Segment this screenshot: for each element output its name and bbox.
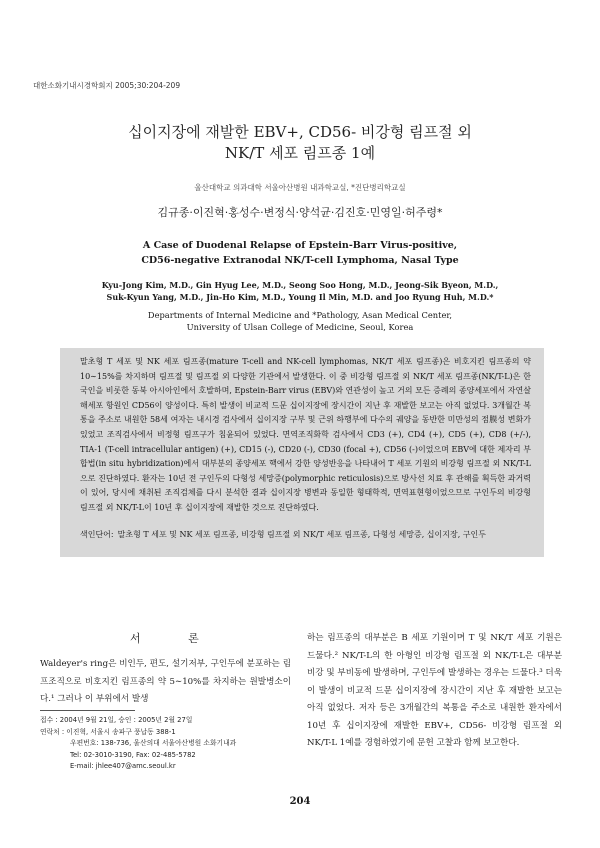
left-column-body: Waldeyer's ring은 비인두, 편도, 설기저부, 구인두에 분포하는 림프조직으로 비호지킨 림프종의 약 5∼10%를 차지하는 원발병소이다.¹ 그러나 이 부위에서 발생 [40, 659, 291, 704]
authors-en [70, 279, 530, 303]
dept-en-line2: University of Ulsan College of Medicine, Seoul, Korea [186, 322, 414, 332]
title-en [60, 238, 540, 268]
keywords [80, 528, 531, 541]
title-ko-line2: NK/T 세포 림프종 1예 [224, 144, 376, 162]
authors-en-line2: Suk-Kyun Yang, M.D., Jin-Ho Kim, M.D., Young Il Min, M.D. and Joo Ryung Huh, M.D.* [106, 292, 494, 302]
journal-header: 대한소화기내시경학회지 2005;30:204-209 [33, 81, 181, 90]
keywords-text: 말초형 T 세포 및 NK 세포 림프종, 비강형 림프절 외 NK/T 세포 림프종, 다형성 세망증, 십이지장, 구인두 [117, 530, 486, 539]
abstract-text: 말초형 T 세포 및 NK 세포 림프종(mature T-cell and NK-cell lymphomas, NK/T 세포 림프종)은 비호지킨 림프종의 약 10∼15%를 차지하며 림프절 및 림프절 외 다양한 기관에서 발생한다. 이 중 비강형 림프절 외 NK/T 세포 림프종(NK/T-L)은 한국인을 비롯한 동북 아시아인에서 호발하며, Epstein-Barr virus (EBV)와 연관성이 높고 거의 모든 증례의 종양세포에서 자연살해세포 항원인 CD56이 양성이다. 특히 발생이 비교적 드문 십이지장에 장시간이 지난 후 재발한 보고는 아직 없었다. 3개월간 복통을 주소로 내원한 58세 여자는 내시경 검사에서 십이지장 구부 및 근위 하행부에 다수의 궤양을 동반한 미만성의 점膜성 변화가 있었고 조직검사에서 비정형 림프구가 침윤되어 있었다. 면역조직화학 검사에서 CD3 (+), CD4 (+), CD5 (+), CD8 (+/-), TIA-1 (T-cell intracellular antigen) (+), CD15 (-), CD20 (-), CD30 (focal +), CD56 (-)이었으며 EBV에 대한 제자리 부합법(in situ hybridization)에서 대부분의 종양세포 핵에서 강한 양성반응을 나타내어 T 세포 기원의 비강형 림프절 외 NK/T-L으로 진단하였다. 환자는 10년 전 구인두의 다형성 세망증(polymorphic reticulosis)으로 방사선 치료 후 관해를 획득한 과거력이 있어, 당시에 채취된 조직검체를 다시 분석한 결과 십이지장 병변과 동일한 형태학적, 면역표현형이었으므로 구인두의 비강형 림프절 외 NK/T-L이 10년 후 십이지장에 재발한 것으로 진단하였다. [80, 357, 531, 512]
title-en-line1: A Case of Duodenal Relapse of Epstein-Barr Virus-positive, [142, 240, 458, 251]
footnote-dates: 접수 : 2004년 9월 21일, 승인 : 2005년 2월 27일 [40, 716, 193, 724]
section-heading: 서 론 [130, 632, 221, 645]
footnote-phone: Tel: 02-3010-3190, Fax: 02-485-5782 [70, 750, 196, 759]
title-ko [60, 122, 540, 164]
footnote-postal: 우편번호: 138-736, 울산의대 서울아산병원 소화기내과 [70, 739, 237, 747]
authors-en-line1: Kyu-Jong Kim, M.D., Gin Hyug Lee, M.D., Seong Soo Hong, M.D., Jeong-Sik Byeon, M.D., [101, 280, 499, 290]
authors-ko: 김규종·이진혁·홍성수·변정식·양석균·김진호·민영일·허주령* [157, 206, 443, 219]
footnote-divider [40, 710, 135, 711]
departments-en [60, 309, 540, 333]
right-column-body: 하는 림프종의 대부분은 B 세포 기원이며 T 및 NK/T 세포 기원은 드물다.² NK/T-L의 한 아형인 비강형 림프절 외 NK/T-L은 대부분 비강 및 부비동에 발생하며, 구인두에 발생하는 경우는 드물다.³ 더욱이 발생이 비교적 드문 십이지장에 장시간이 지난 후 재발한 보고는 아직 없었다. 저자 등은 3개월간의 복통을 주소로 내원한 환자에서 10년 후 십이지장에 재발한 EBV+, CD56- 비강형 림프절 외 NK/T-L 1예를 경험하였기에 문헌 고찰과 함께 보고한다. [307, 633, 562, 748]
affiliation-ko: 울산대학교 의과대학 서울아산병원 내과학교실, *진단병리학교실 [194, 183, 406, 192]
footnote-email: E-mail: jhlee407@amc.seoul.kr [70, 762, 176, 770]
page-number: 204 [289, 796, 311, 807]
keywords-label: 색인단어: [80, 530, 114, 539]
title-en-line2: CD56-negative Extranodal NK/T-cell Lymphoma, Nasal Type [141, 255, 459, 266]
footnote-contact: 연락처 : 이진혁, 서울시 송파구 풍납동 388-1 [40, 727, 176, 736]
footnote [40, 715, 300, 773]
dept-en-line1: Departments of Internal Medicine and *Pathology, Asan Medical Center, [147, 310, 453, 320]
title-ko-line1: 십이지장에 재발한 EBV+, CD56- 비강형 림프절 외 [128, 123, 472, 141]
